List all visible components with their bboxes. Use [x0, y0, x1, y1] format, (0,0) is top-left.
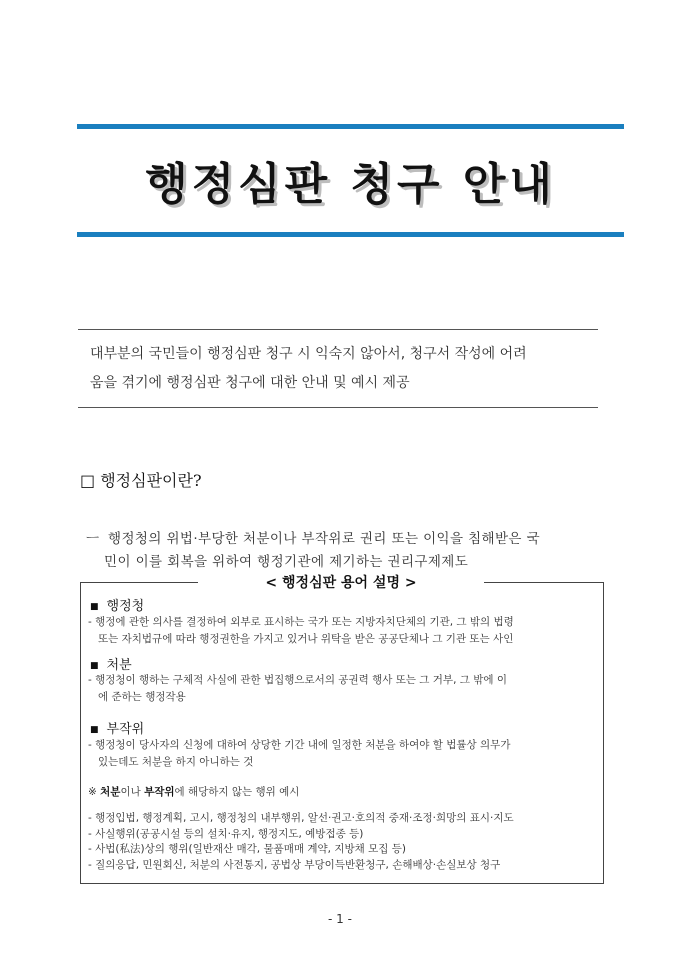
list-item: - 질의응답, 민원회신, 처분의 사전통지, 공법상 부당이득반환청구, 손해배상·손실보상 청구: [88, 858, 501, 871]
definition-line-1: 행정청의 위법·부당한 처분이나 부작위로 권리 또는 이익을 침해받은 국: [108, 531, 541, 547]
square-bullet-icon: ■: [90, 602, 99, 612]
description-line: 에 준하는 행정작용: [98, 691, 186, 703]
exclusion-examples-list: [88, 811, 600, 873]
glossary-term-heading: [90, 718, 144, 737]
glossary-term-name: 부작위: [106, 722, 145, 737]
reference-mark-icon: ※: [88, 786, 97, 798]
glossary-term-name: 행정청: [106, 599, 145, 614]
summary-bottom-divider: [78, 407, 598, 408]
summary-text: [90, 340, 600, 398]
square-bullet-icon: ■: [90, 661, 99, 671]
summary-top-divider: [78, 329, 598, 330]
section-heading: [80, 468, 202, 491]
note-text: 에 해당하지 않는 행위 예시: [174, 786, 300, 798]
description-line: - 행정청이 당사자의 신청에 대하여 상당한 기간 내에 일정한 처분을 하여야 할 법률상 의무가: [88, 739, 511, 751]
glossary-term-heading: [90, 595, 144, 614]
description-line: 또는 자치법규에 따라 행정권한을 가지고 있거나 위탁을 받은 공공단체나 그 기관 또는 사인: [98, 633, 514, 645]
glossary-box-title: < 행정심판 용어 설명 >: [198, 572, 484, 594]
summary-line-2: 움을 겪기에 행정심판 청구에 대한 안내 및 예시 제공: [90, 375, 410, 391]
list-item: - 사법(私法)상의 행위(일반재산 매각, 물품매매 계약, 지방채 모집 등): [88, 843, 406, 855]
exclusion-note: [88, 784, 299, 799]
note-text: 이나: [120, 786, 145, 798]
title-top-rule: [77, 124, 624, 129]
dash-bullet-icon: ㅡ: [86, 531, 100, 547]
definition-paragraph: [86, 528, 616, 574]
description-line: - 행정에 관한 의사를 결정하여 외부로 표시하는 국가 또는 지방자치단체의 기관, 그 밖의 법령: [88, 616, 514, 628]
checkbox-bullet-icon: □: [80, 471, 96, 490]
note-bold-term: 부작위: [144, 786, 175, 798]
list-item: - 사실행위(공공시설 등의 설치·유지, 행정지도, 예방접종 등): [88, 827, 364, 840]
page-title: 행정심판 청구 안내: [145, 159, 556, 210]
page-number: - 1 -: [328, 912, 352, 926]
glossary-term-description: [88, 672, 600, 706]
glossary-term-heading: [90, 654, 132, 673]
description-line: 있는데도 처분을 하지 아니하는 것: [98, 756, 254, 768]
section-heading-text: 행정심판이란?: [100, 471, 202, 490]
list-item: - 행정입법, 행정계획, 고시, 행정청의 내부행위, 알선·권고·호의적 중재·조정·희망의 표시·지도: [88, 812, 514, 824]
glossary-term-description: [88, 737, 600, 771]
glossary-term-name: 처분: [106, 658, 132, 673]
summary-line-1: 대부분의 국민들이 행정심판 청구 시 익숙지 않아서, 청구서 작성에 어려: [90, 346, 527, 362]
square-bullet-icon: ■: [90, 725, 99, 735]
glossary-term-description: [88, 614, 600, 648]
definition-line-2: 민이 이를 회복을 위하여 행정기관에 제기하는 권리구제제도: [104, 554, 469, 570]
note-bold-term: 처분: [100, 786, 121, 798]
title-bottom-rule: [77, 232, 624, 237]
description-line: - 행정청이 행하는 구체적 사실에 관한 법집행으로서의 공권력 행사 또는 그 거부, 그 밖에 이: [88, 674, 508, 686]
